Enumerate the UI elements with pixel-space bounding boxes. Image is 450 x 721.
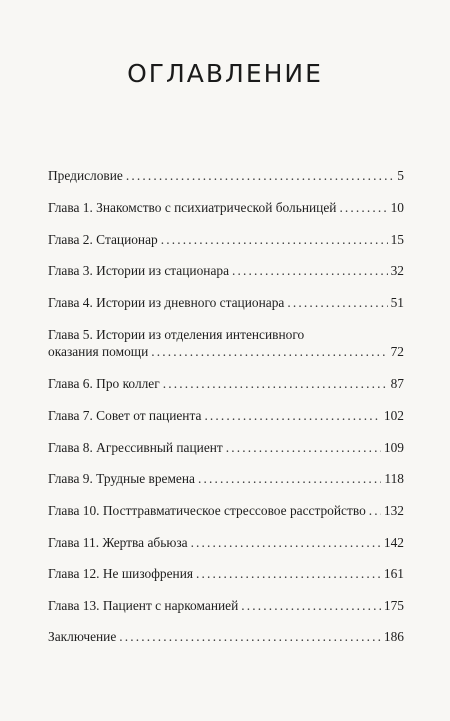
dot-leader <box>161 231 388 248</box>
toc-entry-conclusion[interactable] <box>48 628 404 645</box>
toc-entry-page: 102 <box>383 408 404 423</box>
toc-entry-title: Глава 9. Трудные времена <box>48 471 195 486</box>
toc-entry-title-line-1: Глава 5. Истории из отделения интенсивного <box>48 327 305 342</box>
toc-entry-title: Глава 8. Агрессивный пациент <box>48 440 223 455</box>
toc-entry-chapter-3[interactable] <box>48 262 404 279</box>
toc-entry-page: 10 <box>390 200 404 215</box>
toc-entry-chapter-6[interactable] <box>48 375 404 392</box>
dot-leader <box>226 439 381 456</box>
toc-entry-title: Глава 1. Знакомство с психиатрической больницей <box>48 200 337 215</box>
dot-leader <box>198 470 381 487</box>
toc-entry-chapter-2[interactable] <box>48 231 404 248</box>
toc-entry-page: 109 <box>383 440 404 455</box>
toc-entry-title: Глава 11. Жертва абьюза <box>48 535 188 550</box>
toc-entry-title: Глава 7. Совет от пациента <box>48 408 202 423</box>
toc-entry-page: 15 <box>390 232 404 247</box>
dot-leader <box>369 502 381 519</box>
dot-leader <box>191 534 381 551</box>
toc-entry-title: Глава 2. Стационар <box>48 232 158 247</box>
toc-entry-page: 87 <box>390 376 404 391</box>
toc-entry-chapter-5[interactable] <box>48 326 404 360</box>
toc-entry-chapter-9[interactable] <box>48 470 404 487</box>
page-title: ОГЛАВЛЕНИЕ <box>127 59 323 88</box>
toc-entry-title: Глава 13. Пациент с наркоманией <box>48 598 239 613</box>
toc-entry-title: Глава 10. Посттравматическое стрессовое расстройство <box>48 503 366 518</box>
dot-leader <box>232 262 388 279</box>
toc-entry-chapter-7[interactable] <box>48 407 404 424</box>
toc-entry-title: Предисловие <box>48 168 123 183</box>
toc-entry-title: Глава 6. Про коллег <box>48 376 160 391</box>
toc-entry-page: 72 <box>390 344 404 359</box>
toc-entry-preface[interactable] <box>48 167 404 184</box>
toc-entry-title-line-2: оказания помощи <box>48 344 149 359</box>
toc-entry-chapter-11[interactable] <box>48 534 404 551</box>
dot-leader <box>339 199 387 216</box>
dot-leader <box>119 628 381 645</box>
toc-entry-page: 161 <box>383 566 404 581</box>
dot-leader <box>287 294 387 311</box>
toc-entry-title: Заключение <box>48 629 117 644</box>
toc-entry-page: 132 <box>383 503 404 518</box>
dot-leader <box>126 167 394 184</box>
toc-entry-chapter-1[interactable] <box>48 199 404 216</box>
dot-leader <box>163 375 388 392</box>
toc-entry-title: Глава 4. Истории из дневного стационара <box>48 295 285 310</box>
dot-leader <box>196 565 381 582</box>
toc-entry-page: 5 <box>397 168 404 183</box>
toc-entry-chapter-13[interactable] <box>48 597 404 614</box>
toc-entry-chapter-4[interactable] <box>48 294 404 311</box>
dot-leader <box>151 343 387 360</box>
toc-entry-page: 118 <box>384 471 404 486</box>
toc-entry-chapter-8[interactable] <box>48 439 404 456</box>
toc-entry-page: 175 <box>383 598 404 613</box>
toc-entry-page: 51 <box>390 295 404 310</box>
toc-entry-chapter-12[interactable] <box>48 565 404 582</box>
toc-entry-title: Глава 12. Не шизофрения <box>48 566 194 581</box>
toc-entry-page: 186 <box>383 629 404 644</box>
toc-entry-chapter-10[interactable] <box>48 502 404 519</box>
toc-entry-page: 142 <box>383 535 404 550</box>
toc-entry-title: Глава 3. Истории из стационара <box>48 263 230 278</box>
toc-entry-page: 32 <box>390 263 404 278</box>
dot-leader <box>204 407 380 424</box>
dot-leader <box>241 597 381 614</box>
